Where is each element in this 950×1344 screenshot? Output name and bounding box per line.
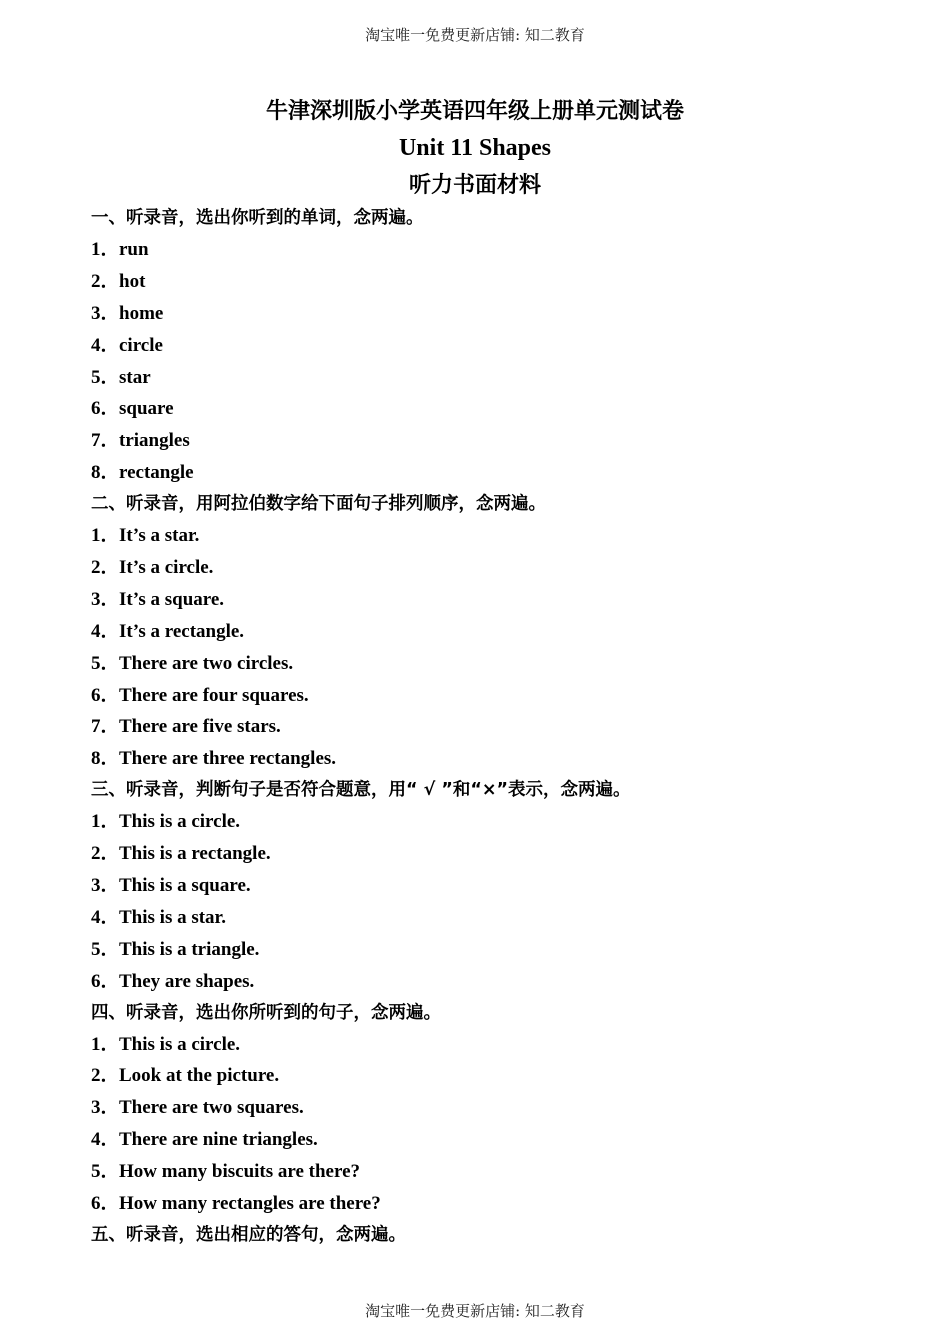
page-footer-note: 淘宝唯一免费更新店铺: 知二教育 [365,1302,585,1320]
item-text: hot [119,270,146,292]
item-text: It’s a circle. [119,557,214,579]
item-number: 4． [91,1129,120,1151]
item-text: How many biscuits are there? [119,1161,361,1183]
list-item [91,298,911,330]
item-text: They are shapes. [119,970,255,992]
item-number: 5． [91,366,120,388]
item-text: How many rectangles are there? [119,1193,381,1215]
list-item [91,1124,911,1156]
item-text: star [119,366,151,388]
item-number: 2． [91,843,120,865]
item-number: 8． [91,462,120,484]
section-5 [91,1220,911,1251]
list-item [91,393,911,425]
list-item [91,616,911,648]
list-item [91,457,911,489]
exercise-content [91,203,911,1251]
item-number: 2． [91,270,120,292]
item-number: 1． [91,239,120,260]
item-number: 7． [91,716,120,738]
list-item [91,838,911,870]
list-item [91,806,911,838]
item-text: It’s a square. [119,588,225,610]
item-number: 1． [91,811,120,833]
item-number: 3． [91,875,120,897]
item-number: 8． [91,748,120,770]
item-number: 4． [91,334,120,356]
item-number: 5． [91,938,120,960]
list-item [91,680,911,712]
page-header-note: 淘宝唯一免费更新店铺: 知二教育 [365,26,585,44]
item-number: 3． [91,588,120,610]
title-block [0,93,950,204]
list-item [91,520,911,552]
item-text: There are two squares. [119,1097,304,1119]
item-number: 1． [91,1033,120,1055]
section-heading: 五、听录音，选出相应的答句，念两遍。 [91,1224,406,1245]
item-text: This is a square. [119,875,251,897]
list-item [91,648,911,680]
item-number: 5． [91,1161,120,1183]
item-text: There are nine triangles. [119,1129,318,1151]
item-text: Look at the picture. [119,1065,280,1087]
section-1 [91,203,911,489]
list-item [91,966,911,998]
item-number: 2． [91,557,120,579]
item-text: circle [119,334,163,356]
item-number: 6． [91,398,120,420]
list-item [91,1188,911,1220]
item-text: home [119,302,164,324]
item-number: 3． [91,1097,120,1119]
item-text: run [119,239,149,260]
item-number: 1． [91,525,120,547]
list-item [91,330,911,362]
section-heading: 一、听录音，选出你听到的单词，念两遍。 [91,208,424,228]
list-item [91,870,911,902]
item-text: square [119,398,174,420]
item-text: This is a circle. [119,1033,241,1055]
section-heading: 二、听录音，用阿拉伯数字给下面句子排列顺序，念两遍。 [91,494,546,515]
item-text: rectangle [119,462,194,484]
list-item [91,934,911,966]
item-number: 2． [91,1065,120,1087]
item-text: triangles [119,430,190,452]
item-text: This is a rectangle. [119,843,271,865]
list-item [91,266,911,298]
item-number: 4． [91,906,120,928]
item-text: There are four squares. [119,684,309,706]
item-number: 6． [91,684,120,706]
item-number: 7． [91,430,120,452]
item-text: There are five stars. [119,716,281,738]
item-text: This is a triangle. [119,938,260,960]
list-item [91,425,911,457]
item-number: 6． [91,1193,120,1215]
list-item [91,743,911,775]
list-item [91,552,911,584]
item-text: This is a circle. [119,811,241,833]
document-title: 牛津深圳版小学英语四年级上册单元测试卷 [265,99,684,124]
list-item [91,1060,911,1092]
list-item [91,1029,911,1061]
item-number: 5． [91,652,120,674]
section-heading: 三、听录音，判断句子是否符合题意，用“ √ ”和“×”表示，念两遍。 [91,780,631,801]
item-number: 3． [91,302,120,324]
item-text: There are three rectangles. [119,748,337,770]
item-text: It’s a star. [119,525,200,547]
unit-title: Unit 11 Shapes [398,135,552,161]
section-3 [91,775,911,997]
list-item [91,1092,911,1124]
item-text: This is a star. [119,906,226,928]
list-item [91,234,911,266]
item-text: There are two circles. [119,652,294,674]
list-item [91,902,911,934]
section-2 [91,489,911,775]
document-subtitle: 听力书面材料 [408,173,541,198]
item-text: It’s a rectangle. [119,620,245,642]
list-item [91,362,911,394]
item-number: 6． [91,970,120,992]
section-heading: 四、听录音，选出你所听到的句子，念两遍。 [91,1002,441,1023]
list-item [91,584,911,616]
list-item [91,1156,911,1188]
section-4 [91,998,911,1220]
item-number: 4． [91,620,120,642]
list-item [91,711,911,743]
